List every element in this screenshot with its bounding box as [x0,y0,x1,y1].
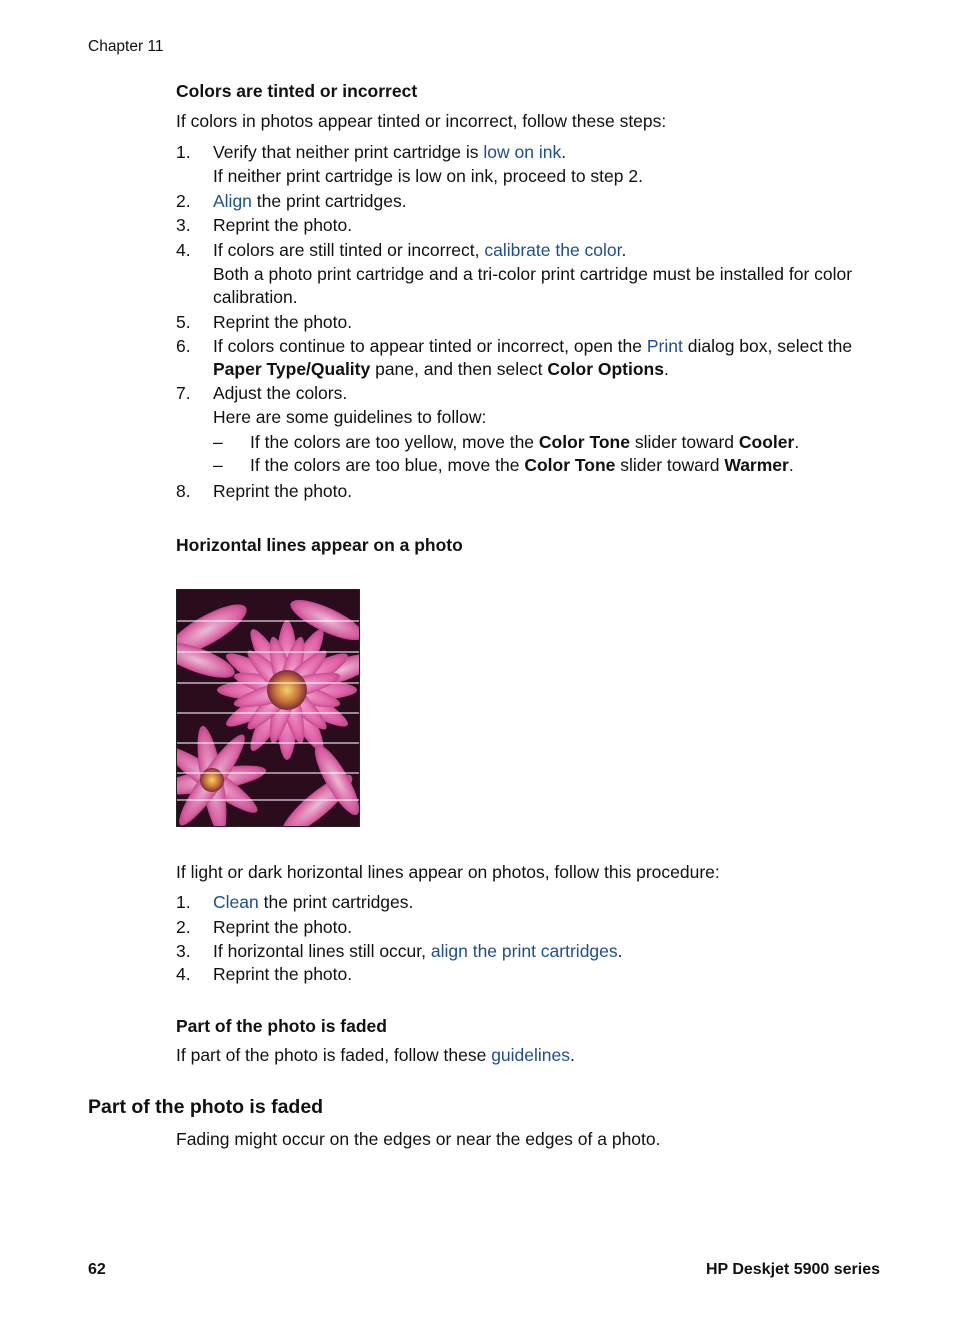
cooler-label: Cooler [738,432,795,452]
lines-steps-list [176,891,866,986]
faded-section-heading: Part of the photo is faded [88,1096,324,1118]
step-number: 3. [176,215,191,235]
list-item [176,214,866,237]
step-text-end: . [561,142,567,162]
colors-intro: If colors in photos appear tinted or incorrect, follow these steps: [176,111,667,131]
step-text-end: . [617,941,623,961]
step-text: Reprint the photo. [213,312,353,332]
step-text-mid2: pane, and then select [370,359,548,379]
list-item [176,891,866,914]
color-tone-label: Color Tone [538,432,630,452]
flower-illustration [177,590,359,826]
step-text-end: . [663,359,669,379]
list-item [176,916,866,939]
align-cartridges-link[interactable]: align the print cartridges [430,941,618,961]
step-text: Reprint the photo. [213,917,353,937]
clean-link[interactable]: Clean [213,892,259,912]
guideline-text-mid: slider toward [615,455,725,475]
color-options-label: Color Options [547,359,664,379]
step-text: Adjust the colors. [213,383,348,403]
lines-intro: If light or dark horizontal lines appear on photos, follow this procedure: [176,862,720,882]
flower-photo-with-lines [176,589,360,827]
dash-marker: – [213,432,223,452]
guideline-text-end: . [788,455,794,475]
step-note: If neither print cartridge is low on ink, proceed to step 2. [213,166,643,186]
step-number: 6. [176,336,191,356]
step-number: 4. [176,964,191,984]
warmer-label: Warmer [724,455,789,475]
step-text: Reprint the photo. [213,215,353,235]
guidelines-link[interactable]: guidelines [491,1045,571,1065]
guideline-text-mid: slider toward [629,432,739,452]
step-number: 1. [176,892,191,912]
step-note: Here are some guidelines to follow: [213,407,487,427]
paper-type-quality-label: Paper Type/Quality [213,359,371,379]
list-item [176,480,866,503]
list-item [176,311,866,334]
step-number: 7. [176,383,191,403]
step-text: If horizontal lines still occur, [213,941,431,961]
list-item [176,239,866,309]
list-item [213,454,866,477]
faded-small-text-end: . [570,1045,575,1065]
lines-section-title: Horizontal lines appear on a photo [176,535,463,555]
low-on-ink-link[interactable]: low on ink [483,142,562,162]
list-item [176,190,866,213]
step-number: 5. [176,312,191,332]
product-name: HP Deskjet 5900 series [705,1261,880,1278]
list-item [176,141,866,188]
faded-small-title: Part of the photo is faded [176,1016,387,1036]
guideline-text: If the colors are too blue, move the [250,455,525,475]
step-text: If colors continue to appear tinted or incorrect, open the [213,336,647,356]
step-text: the print cartridges. [251,191,407,211]
faded-small-text: If part of the photo is faded, follow these [176,1045,492,1065]
guidelines-list [213,431,866,477]
step-number: 2. [176,191,191,211]
step-text-end: . [621,240,627,260]
calibrate-color-link[interactable]: calibrate the color [484,240,622,260]
step-number: 8. [176,481,191,501]
list-item [213,431,866,454]
step-text: Verify that neither print cartridge is [213,142,484,162]
step-text: the print cartridges. [258,892,414,912]
dash-marker: – [213,455,223,475]
step-number: 1. [176,142,191,162]
chapter-label: Chapter 11 [88,38,164,55]
list-item [176,940,866,963]
color-tone-label: Color Tone [524,455,616,475]
faded-paragraph: Fading might occur on the edges or near the edges of a photo. [176,1129,661,1149]
guideline-text: If the colors are too yellow, move the [250,432,539,452]
colors-section-title: Colors are tinted or incorrect [176,81,418,101]
list-item [176,382,866,477]
step-number: 4. [176,240,191,260]
step-text-mid: dialog box, select the [682,336,853,356]
colors-steps-list [176,141,866,503]
list-item [176,963,866,986]
print-dialog-link[interactable]: Print [646,336,683,356]
page-number: 62 [88,1261,106,1278]
step-text: Reprint the photo. [213,481,353,501]
list-item [176,335,866,381]
align-link[interactable]: Align [213,191,252,211]
step-text: If colors are still tinted or incorrect, [213,240,485,260]
step-number: 3. [176,941,191,961]
faded-small-paragraph [176,1044,866,1067]
step-note: Both a photo print cartridge and a tri-color print cartridge must be installed for color calibration. [213,264,853,307]
step-number: 2. [176,917,191,937]
step-text: Reprint the photo. [213,964,353,984]
guideline-text-end: . [794,432,800,452]
